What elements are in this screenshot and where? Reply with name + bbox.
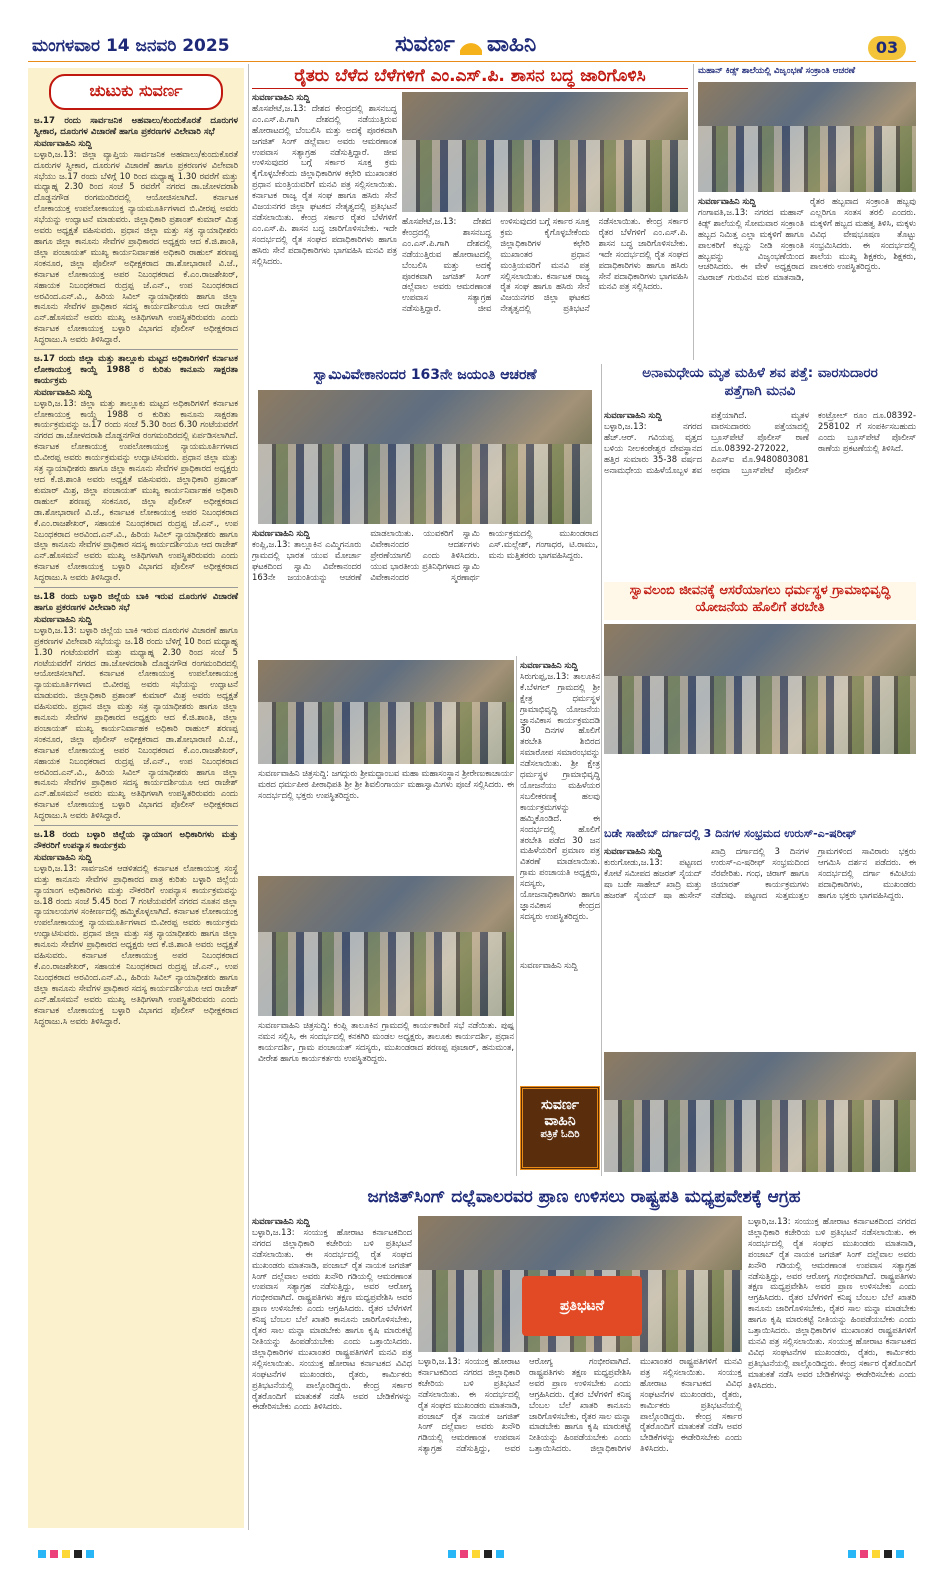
brief-heading: ಜ.17 ರಂದು ಜಿಲ್ಲಾ ಮತ್ತು ತಾಲ್ಲೂಕು ಮಟ್ಟದ ಅಧಿಕಾರಿಗಳಿಗೆ ಕರ್ನಾಟಕ ಲೋಕಾಯುಕ್ತ ಕಾಯ್ದೆ 1988 ರ ಕುರಿತು ಕಾನೂನು ಸಾಕ್ಷರತಾ ಕಾರ್ಯಕ್ರಮ (34, 354, 238, 386)
brief-byline: ಸುವರ್ಣವಾಹಿನಿ ಸುದ್ದಿ (34, 137, 92, 148)
photo-group (258, 390, 592, 524)
article-text-bottom: ಬಳ್ಳಾರಿ,ಜ.13: ಸಂಯುಕ್ತ ಹೋರಾಟ ಕರ್ನಾಟಕದಿಂದ ನಗರದ ಜಿಲ್ಲಾಧಿಕಾರಿ ಕಚೇರಿಯ ಬಳಿ ಪ್ರತಿಭಟನೆ ನಡೆಸಲಾಯಿತು. ಈ ಸಂದರ್ಭದಲ್ಲಿ ರೈತ ಸಂಘದ ಮುಖಂಡರು ಮಾತನಾಡಿ, ಪಂಜಾಬ್ ರೈತ ನಾಯಕ ಜಗಜಿತ್ ಸಿಂಗ್ ದಲ್ಲೆವಾಲ ಅವರು ಖನೌರಿ ಗಡಿಯಲ್ಲಿ ಆಮರಣಾಂತ ಉಪವಾಸ ಸತ್ಯಾಗ್ರಹ ನಡೆಸುತ್ತಿದ್ದು, ಅವರ ಆರೋಗ್ಯ ಗಂಭೀರವಾಗಿದೆ. ರಾಷ್ಟ್ರಪತಿಗಳು ತಕ್ಷಣ ಮಧ್ಯಪ್ರವೇಶಿಸಿ ಅವರ ಪ್ರಾಣ ಉಳಿಸಬೇಕು ಎಂದು ಆಗ್ರಹಿಸಿದರು. ರೈತರ ಬೆಳೆಗಳಿಗೆ ಕನಿಷ್ಠ ಬೆಂಬಲ ಬೆಲೆ ಖಾತರಿ ಕಾನೂನು ಜಾರಿಗೊಳಿಸಬೇಕು, ರೈತರ ಸಾಲ ಮನ್ನಾ ಮಾಡಬೇಕು ಹಾಗೂ ಕೃಷಿ ಮಾರುಕಟ್ಟೆ ನೀತಿಯನ್ನು ಹಿಂಪಡೆಯಬೇಕು ಎಂದು ಒತ್ತಾಯಿಸಿದರು. ಜಿಲ್ಲಾಧಿಕಾರಿಗಳ ಮುಖಾಂತರ ರಾಷ್ಟ್ರಪತಿಗಳಿಗೆ ಮನವಿ ಪತ್ರ ಸಲ್ಲಿಸಲಾಯಿತು. ಸಂಯುಕ್ತ ಹೋರಾಟ ಕರ್ನಾಟಕದ ವಿವಿಧ ಸಂಘಟನೆಗಳ ಮುಖಂಡರು, ರೈತರು, ಕಾರ್ಮಿಕರು ಪ್ರತಿಭಟನೆಯಲ್ಲಿ ಪಾಲ್ಗೊಂಡಿದ್ದರು. ಕೇಂದ್ರ ಸರ್ಕಾರ ರೈತರೊಂದಿಗೆ ಮಾತುಕತೆ ನಡೆಸಿ ಅವರ ಬೇಡಿಕೆಗಳನ್ನು ಈಡೇರಿಸಬೇಕು ಎಂದು ತಿಳಿಸಿದರು. (418, 1356, 742, 1454)
article-unclaimed-body (604, 364, 916, 576)
headline: ರೈತರು ಬೆಳೆದ ಬೆಳೆಗಳಿಗೆ ಎಂ.ಎಸ್.ಪಿ. ಶಾಸನ ಬದ್ಧ ಜಾರಿಗೊಳಿಸಿ (294, 66, 646, 86)
brief-body: ಬಳ್ಳಾರಿ,ಜ.13: ಸಾರ್ವಜನಿಕ ಆಡಳಿತದಲ್ಲಿ ಕರ್ನಾಟಕ ಲೋಕಾಯುಕ್ತ ಸಂಸ್ಥೆ ಮತ್ತು ಕಾನೂನು ಸೇವೆಗಳ ಪ್ರಾಧಿಕಾರದ ಪಾತ್ರ ಕುರಿತು ಬಳ್ಳಾರಿ ಜಿಲ್ಲೆಯ ನ್ಯಾಯಾಂಗ ಅಧಿಕಾರಿಗಳು ಮತ್ತು ನೌಕರರಿಗೆ ಉಪನ್ಯಾಸ ಕಾರ್ಯಕ್ರಮವನ್ನು ಜ.18 ರಂದು ಸಂಜೆ 5.45 ರಿಂದ 7 ಗಂಟೆಯವರೆಗೆ ನಗರದ ನೂತನ ಜಿಲ್ಲಾ ನ್ಯಾಯಾಲಯಗಳ ಸಂಕೀರ್ಣದಲ್ಲಿ ಹಮ್ಮಿಕೊಳ್ಳಲಾಗಿದೆ. ಕರ್ನಾಟಕ ಲೋಕಾಯುಕ್ತ ಉಪಲೋಕಾಯುಕ್ತ ನ್ಯಾಯಮೂರ್ತಿಗಳಾದ ಬಿ.ವೀರಪ್ಪ ಅವರು ಕಾರ್ಯಕ್ರಮ ಉದ್ಘಾಟಿಸುವರು. ಪ್ರಧಾನ ಜಿಲ್ಲಾ ಮತ್ತು ಸತ್ರ ನ್ಯಾಯಾಧೀಶರು ಹಾಗೂ ಜಿಲ್ಲಾ ಕಾನೂನು ಸೇವೆಗಳ ಪ್ರಾಧಿಕಾರದ ಅಧ್ಯಕ್ಷರು ಆದ ಕೆ.ಜಿ.ಶಾಂತಿ ಅವರು ಅಧ್ಯಕ್ಷತೆ ವಹಿಸುವರು. ಕರ್ನಾಟಕ ಲೋಕಾಯುಕ್ತ ಅಪರ ನಿಬಂಧಕರಾದ ಕೆ.ಎಂ.ರಾಜಶೇಖರ್, ಸಹಾಯಕ ನಿಬಂಧಕರಾದ ರುದ್ರಪ್ಪ ಜೆ.ಎನ್., ಉಪ ನಿಬಂಧಕರಾದ ಅರವಿಂದ.ಎನ್.ವಿ., ಹಿರಿಯ ಸಿವಿಲ್ ನ್ಯಾಯಾಧೀಶರು ಹಾಗೂ ಜಿಲ್ಲಾ ಕಾನೂನು ಸೇವೆಗಳ ಪ್ರಾಧಿಕಾರ ಸದಸ್ಯ ಕಾರ್ಯದರ್ಶಿಯೂ ಆದ ರಾಜೇಶ್ ಎನ್.ಹೊಸಮನೆ ಅವರು ಮುಖ್ಯ ಅತಿಥಿಗಳಾಗಿ ಉಪಸ್ಥಿತರಿರುವರು ಎಂದು ಕರ್ನಾಟಕ ಲೋಕಾಯುಕ್ತ ಬಳ್ಳಾರಿ ವಿಭಾಗದ ಪೊಲೀಸ್ ಅಧೀಕ್ಷಕರಾದ ಸಿದ್ಧರಾಜು.ಸಿ ಅವರು ತಿಳಿಸಿದ್ದಾರೆ. (34, 862, 238, 1026)
brief-body: ಬಳ್ಳಾರಿ,ಜ.13: ಬಳ್ಳಾರಿ ಜಿಲ್ಲೆಯ ಬಾಕಿ ಇರುವ ದೂರುಗಳ ವಿಚಾರಣೆ ಹಾಗೂ ಪ್ರಕರಣಗಳ ವಿಲೇವಾರಿ ಸಭೆಯನ್ನು ಜ.18 ರಂದು ಬೆಳಿಗ್ಗೆ 10 ರಿಂದ ಮಧ್ಯಾಹ್ನ 1.30 ಗಂಟೆಯವರೆಗೆ ಮತ್ತು ಮಧ್ಯಾಹ್ನ 2.30 ರಿಂದ ಸಂಜೆ 5 ಗಂಟೆಯವರೆಗೆ ನಗರದ ಡಾ.ಜೋಳದರಾಶಿ ದೊಡ್ಡನಗೌಡ ರಂಗಮಂದಿರದಲ್ಲಿ ಆಯೋಜಿಸಲಾಗಿದೆ. ಕರ್ನಾಟಕ ಲೋಕಾಯುಕ್ತ ಉಪಲೋಕಾಯುಕ್ತ ನ್ಯಾಯಮೂರ್ತಿಗಳಾದ ಬಿ.ವೀರಪ್ಪ ಅವರು ಸಭೆಯನ್ನು ಉದ್ಘಾಟನೆ ಮಾಡುವರು. ಜಿಲ್ಲಾಧಿಕಾರಿ ಪ್ರಶಾಂತ್ ಕುಮಾರ್ ಮಿಶ್ರ ಅವರು ಅಧ್ಯಕ್ಷತೆ ವಹಿಸುವರು. ಪ್ರಧಾನ ಜಿಲ್ಲಾ ಮತ್ತು ಸತ್ರ ನ್ಯಾಯಾಧೀಶರು ಹಾಗೂ ಜಿಲ್ಲಾ ಕಾನೂನು ಸೇವೆಗಳ ಪ್ರಾಧಿಕಾರದ ಅಧ್ಯಕ್ಷರು ಆದ ಕೆ.ಜಿ.ಶಾಂತಿ, ಜಿಲ್ಲಾ ಪಂಚಾಯತ್ ಮುಖ್ಯ ಕಾರ್ಯನಿರ್ವಾಹಕ ಅಧಿಕಾರಿ ರಾಹುಲ್ ಶರಣಪ್ಪ ಸಂಕನೂರ, ಜಿಲ್ಲಾ ಪೊಲೀಸ್ ಅಧೀಕ್ಷಕರಾದ ಡಾ.ಶೋಭಾರಾಣಿ ವಿ.ಜೆ., ಕರ್ನಾಟಕ ಲೋಕಾಯುಕ್ತ ಅಪರ ನಿಬಂಧಕರಾದ ಕೆ.ಎಂ.ರಾಜಶೇಖರ್, ಸಹಾಯಕ ನಿಬಂಧಕರಾದ ರುದ್ರಪ್ಪ ಜೆ.ಎನ್., ಉಪ ನಿಬಂಧಕರಾದ ಅರವಿಂದ.ಎನ್.ವಿ., ಹಿರಿಯ ಸಿವಿಲ್ ನ್ಯಾಯಾಧೀಶರು ಹಾಗೂ ಜಿಲ್ಲಾ ಕಾನೂನು ಸೇವೆಗಳ ಪ್ರಾಧಿಕಾರ ಸದಸ್ಯ ಕಾರ್ಯದರ್ಶಿಯೂ ಆದ ರಾಜೇಶ್ ಎನ್.ಹೊಸಮನೆ ಅವರು ಮುಖ್ಯ ಅತಿಥಿಗಳಾಗಿ ಉಪಸ್ಥಿತರಿರುವರು ಎಂದು ಕರ್ನಾಟಕ ಲೋಕಾಯುಕ್ತ ಬಳ್ಳಾರಿ ವಿಭಾಗದ ಪೊಲೀಸ್ ಅಧೀಕ್ಷಕರಾದ ಸಿದ್ಧರಾಜು.ಸಿ ಅವರು ತಿಳಿಸಿದ್ದಾರೆ. (34, 624, 238, 821)
article-text: ಸುವರ್ಣವಾಹಿನಿ ಸುದ್ದಿ ಕಂಪ್ಲಿ,ಜ.13: ತಾಲ್ಲೂಕಿನ ಎಮ್ಮಿಗನೂರು ಗ್ರಾಮದಲ್ಲಿ ಭಾರತ ಯುವ ಮೋರ್ಚಾ ಘಟಕದಿಂದ ಸ್ವಾಮಿ ವಿವೇಕಾನಂದರ 163ನೇ ಜಯಂತಿಯನ್ನು ಆಚರಣೆ ಮಾಡಲಾಯಿತು. ಯುವಕರಿಗೆ ಸ್ವಾಮಿ ವಿವೇಕಾನಂದರ ಆದರ್ಶಗಳು ಪ್ರೇರಣೆಯಾಗಲಿ ಎಂದು ತಿಳಿಸಿದರು. ಯುವ ಭಾರತೀಯ ಪ್ರತಿನಿಧಿಗಳಾದ ಸ್ವಾಮಿ ವಿವೇಕಾನಂದರ ಸ್ಮರಣಾರ್ಥ ಕಾರ್ಯಕ್ರಮದಲ್ಲಿ ಮುಖಂಡರಾದ ಎಸ್.ಮಲ್ಲೇಶ್, ಗಂಗಾಧರ, ಟಿ.ರಾಮು, ಮನು ಮತ್ತಿತರರು ಭಾಗವಹಿಸಿದ್ದರು. (252, 528, 598, 582)
column-rule (693, 64, 694, 360)
sidebar-briefs (28, 68, 244, 1528)
caption: ಸುವರ್ಣವಾಹಿನಿ ಚಿತ್ರಸುದ್ದಿ: ಜಗದ್ಗುರು ಶ್ರೀಮದ್ಜಾಂಬವ ಮಹಾ ಮಹಾಸಂಸ್ಥಾನ ಶ್ರೀರೇಣುಕಾಚಾರ್ಯ ಮಠದ ಧರ್ಮಪೀಠ ಪೀಠಾಧಿಪತಿ ಶ್ರೀ ಶ್ರೀ ಶಿವಲಿಂಗಾರ್ಯ ಮಹಾಸ್ವಾಮಿಗಳು ಪೂಜೆ ಸಲ್ಲಿಸಿದರು. ಈ ಸಂದರ್ಭದಲ್ಲಿ ಭಕ್ತರು ಉಪಸ್ಥಿತರಿದ್ದರು. (258, 768, 514, 800)
article-dargah (604, 826, 916, 1174)
brief-item (34, 592, 238, 821)
article-text-left: ಸುವರ್ಣವಾಹಿನಿ ಸುದ್ದಿ ಬಳ್ಳಾರಿ,ಜ.13: ಸಂಯುಕ್ತ ಹೋರಾಟ ಕರ್ನಾಟಕದಿಂದ ನಗರದ ಜಿಲ್ಲಾಧಿಕಾರಿ ಕಚೇರಿಯ ಬಳಿ ಪ್ರತಿಭಟನೆ ನಡೆಸಲಾಯಿತು. ಈ ಸಂದರ್ಭದಲ್ಲಿ ರೈತ ಸಂಘದ ಮುಖಂಡರು ಮಾತನಾಡಿ, ಪಂಜಾಬ್ ರೈತ ನಾಯಕ ಜಗಜಿತ್ ಸಿಂಗ್ ದಲ್ಲೆವಾಲ ಅವರು ಖನೌರಿ ಗಡಿಯಲ್ಲಿ ಆಮರಣಾಂತ ಉಪವಾಸ ಸತ್ಯಾಗ್ರಹ ನಡೆಸುತ್ತಿದ್ದು, ಅವರ ಆರೋಗ್ಯ ಗಂಭೀರವಾಗಿದೆ. ರಾಷ್ಟ್ರಪತಿಗಳು ತಕ್ಷಣ ಮಧ್ಯಪ್ರವೇಶಿಸಿ ಅವರ ಪ್ರಾಣ ಉಳಿಸಬೇಕು ಎಂದು ಆಗ್ರಹಿಸಿದರು. ರೈತರ ಬೆಳೆಗಳಿಗೆ ಕನಿಷ್ಠ ಬೆಂಬಲ ಬೆಲೆ ಖಾತರಿ ಕಾನೂನು ಜಾರಿಗೊಳಿಸಬೇಕು, ರೈತರ ಸಾಲ ಮನ್ನಾ ಮಾಡಬೇಕು ಹಾಗೂ ಕೃಷಿ ಮಾರುಕಟ್ಟೆ ನೀತಿಯನ್ನು ಹಿಂಪಡೆಯಬೇಕು ಎಂದು ಒತ್ತಾಯಿಸಿದರು. ಜಿಲ್ಲಾಧಿಕಾರಿಗಳ ಮುಖಾಂತರ ರಾಷ್ಟ್ರಪತಿಗಳಿಗೆ ಮನವಿ ಪತ್ರ ಸಲ್ಲಿಸಲಾಯಿತು. ಸಂಯುಕ್ತ ಹೋರಾಟ ಕರ್ನಾಟಕದ ವಿವಿಧ ಸಂಘಟನೆಗಳ ಮುಖಂಡರು, ರೈತರು, ಕಾರ್ಮಿಕರು ಪ್ರತಿಭಟನೆಯಲ್ಲಿ ಪಾಲ್ಗೊಂಡಿದ್ದರು. ಕೇಂದ್ರ ಸರ್ಕಾರ ರೈತರೊಂದಿಗೆ ಮಾತುಕತೆ ನಡೆಸಿ ಅವರ ಬೇಡಿಕೆಗಳನ್ನು ಈಡೇರಿಸಬೇಕು ಎಂದು ತಿಳಿಸಿದರು. (252, 1216, 412, 1412)
sidebar-title: ಚುಟುಕು ಸುವರ್ಣ (49, 74, 223, 110)
paper-name-part2: ವಾಹಿನಿ (486, 32, 537, 57)
article-dharmasthala-text: ಸುವರ್ಣವಾಹಿನಿ ಸುದ್ದಿ ಸಿರುಗುಪ್ಪ,ಜ.13: ತಾಲೂಕಿನ ಕೆ.ಬೆಳಗಲ್ ಗ್ರಾಮದಲ್ಲಿ ಶ್ರೀ ಕ್ಷೇತ್ರ ಧರ್ಮಸ್ಥಳ ಗ್ರಾಮಾಭಿವೃದ್ಧಿ ಯೋಜನೆಯ ಜ್ಞಾನವಿಕಾಸ ಕಾರ್ಯಕ್ರಮದಡಿ 30 ದಿನಗಳ ಹೊಲಿಗೆ ತರಬೇತಿ ಶಿಬಿರದ ಸಮಾರೋಪ ಸಮಾರಂಭವನ್ನು ನಡೆಸಲಾಯಿತು. ಶ್ರೀ ಕ್ಷೇತ್ರ ಧರ್ಮಸ್ಥಳ ಗ್ರಾಮಾಭಿವೃದ್ಧಿ ಯೋಜನೆಯು ಮಹಿಳೆಯರ ಸಬಲೀಕರಣಕ್ಕೆ ಹಲವು ಕಾರ್ಯಕ್ರಮಗಳನ್ನು ಹಮ್ಮಿಕೊಂಡಿದೆ. ಈ ಸಂದರ್ಭದಲ್ಲಿ ಹೊಲಿಗೆ ತರಬೇತಿ ಪಡೆದ 30 ಜನ ಮಹಿಳೆಯರಿಗೆ ಪ್ರಮಾಣ ಪತ್ರ ವಿತರಣೆ ಮಾಡಲಾಯಿತು. ಗ್ರಾಮ ಪಂಚಾಯತಿ ಅಧ್ಯಕ್ಷರು, ಸದಸ್ಯರು, ಯೋಜನಾಧಿಕಾರಿಗಳು ಹಾಗೂ ಜ್ಞಾನವಿಕಾಸ ಕೇಂದ್ರದ ಸದಸ್ಯರು ಉಪಸ್ಥಿತರಿದ್ದರು. (520, 660, 600, 921)
headline: ಸ್ವಾವಲಂಬಿ ಜೀವನಕ್ಕೆ ಆಸರೆಯಾಗಲು ಧರ್ಮಸ್ಥಳ ಗ್ರಾಮಾಭಿವೃದ್ಧಿ ಯೋಜನೆಯ ಹೊಲಿಗೆ ತರಬೇತಿ (604, 582, 916, 620)
masthead (0, 0, 945, 62)
photo-tailoring (604, 624, 916, 754)
article-text-right: ಬಳ್ಳಾರಿ,ಜ.13: ಸಂಯುಕ್ತ ಹೋರಾಟ ಕರ್ನಾಟಕದಿಂದ ನಗರದ ಜಿಲ್ಲಾಧಿಕಾರಿ ಕಚೇರಿಯ ಬಳಿ ಪ್ರತಿಭಟನೆ ನಡೆಸಲಾಯಿತು. ಈ ಸಂದರ್ಭದಲ್ಲಿ ರೈತ ಸಂಘದ ಮುಖಂಡರು ಮಾತನಾಡಿ, ಪಂಜಾಬ್ ರೈತ ನಾಯಕ ಜಗಜಿತ್ ಸಿಂಗ್ ದಲ್ಲೆವಾಲ ಅವರು ಖನೌರಿ ಗಡಿಯಲ್ಲಿ ಆಮರಣಾಂತ ಉಪವಾಸ ಸತ್ಯಾಗ್ರಹ ನಡೆಸುತ್ತಿದ್ದು, ಅವರ ಆರೋಗ್ಯ ಗಂಭೀರವಾಗಿದೆ. ರಾಷ್ಟ್ರಪತಿಗಳು ತಕ್ಷಣ ಮಧ್ಯಪ್ರವೇಶಿಸಿ ಅವರ ಪ್ರಾಣ ಉಳಿಸಬೇಕು ಎಂದು ಆಗ್ರಹಿಸಿದರು. ರೈತರ ಬೆಳೆಗಳಿಗೆ ಕನಿಷ್ಠ ಬೆಂಬಲ ಬೆಲೆ ಖಾತರಿ ಕಾನೂನು ಜಾರಿಗೊಳಿಸಬೇಕು, ರೈತರ ಸಾಲ ಮನ್ನಾ ಮಾಡಬೇಕು ಹಾಗೂ ಕೃಷಿ ಮಾರುಕಟ್ಟೆ ನೀತಿಯನ್ನು ಹಿಂಪಡೆಯಬೇಕು ಎಂದು ಒತ್ತಾಯಿಸಿದರು. ಜಿಲ್ಲಾಧಿಕಾರಿಗಳ ಮುಖಾಂತರ ರಾಷ್ಟ್ರಪತಿಗಳಿಗೆ ಮನವಿ ಪತ್ರ ಸಲ್ಲಿಸಲಾಯಿತು. ಸಂಯುಕ್ತ ಹೋರಾಟ ಕರ್ನಾಟಕದ ವಿವಿಧ ಸಂಘಟನೆಗಳ ಮುಖಂಡರು, ರೈತರು, ಕಾರ್ಮಿಕರು ಪ್ರತಿಭಟನೆಯಲ್ಲಿ ಪಾಲ್ಗೊಂಡಿದ್ದರು. ಕೇಂದ್ರ ಸರ್ಕಾರ ರೈತರೊಂದಿಗೆ ಮಾತುಕತೆ ನಡೆಸಿ ಅವರ ಬೇಡಿಕೆಗಳನ್ನು ಈಡೇರಿಸಬೇಕು ಎಂದು ತಿಳಿಸಿದರು. (748, 1216, 916, 1390)
page-number: 03 (868, 36, 906, 60)
headline: ಮಹಾನ್ ಕಿಡ್ಸ್ ಶಾಲೆಯಲ್ಲಿ ವಿಜೃಂಭಣೆ ಸಂಕ್ರಾಂತಿ ಆಚರಣೆ (698, 66, 856, 76)
column-rule (601, 364, 602, 1176)
paper-logo (395, 32, 536, 60)
brief-byline: ಸುವರ್ಣವಾಹಿನಿ ಸುದ್ದಿ (34, 851, 92, 862)
photo-story-tribute (258, 876, 514, 1172)
article-text-col1: ಸುವರ್ಣವಾಹಿನಿ ಸುದ್ದಿ ಹೊಸಪೇಟೆ,ಜ.13: ದೇಶದ ಕೇಂದ್ರದಲ್ಲಿ ಶಾಸನಬದ್ಧ ಎಂ.ಎಸ್.ಪಿ.ಗಾಗಿ ದೇಶದಲ್ಲಿ ನಡೆಯುತ್ತಿರುವ ಹೋರಾಟದಲ್ಲಿ ಬೆಂಬಲಿಸಿ ಮತ್ತು ಅದಕ್ಕೆ ಪೂರಕವಾಗಿ ಜಗಜಿತ್ ಸಿಂಗ್ ಡಲ್ಲೆವಾಲ ಅವರು ಆಮರಣಾಂತ ಉಪವಾಸ ಸತ್ಯಾಗ್ರಹ ನಡೆಸುತ್ತಿದ್ದಾರೆ. ಜೀವ ಉಳಿಸುವುದರ ಬಗ್ಗೆ ಸರ್ಕಾರ ಸೂಕ್ತ ಕ್ರಮ ಕೈಗೊಳ್ಳಬೇಕೆಂದು ಜಿಲ್ಲಾಧಿಕಾರಿಗಳ ಕಛೇರಿ ಮುಖಾಂತರ ಪ್ರಧಾನ ಮಂತ್ರಿಯವರಿಗೆ ಮನವಿ ಪತ್ರ ಸಲ್ಲಿಸಲಾಯಿತು. ಕರ್ನಾಟಕ ರಾಜ್ಯ ರೈತ ಸಂಘ ಹಾಗೂ ಹಸಿರು ಸೇನೆ ವಿಜಯನಗರ ಜಿಲ್ಲಾ ಘಟಕದ ನೇತೃತ್ವದಲ್ಲಿ ಪ್ರತಿಭಟನೆ ನಡೆಸಲಾಯಿತು. ಕೇಂದ್ರ ಸರ್ಕಾರ ರೈತರ ಬೆಳೆಗಳಿಗೆ ಎಂ.ಎಸ್.ಪಿ. ಶಾಸನ ಬದ್ಧ ಜಾರಿಗೊಳಿಸಬೇಕು. ಇದೇ ಸಂದರ್ಭದಲ್ಲಿ ರೈತ ಸಂಘದ ಪದಾಧಿಕಾರಿಗಳು ಹಾಗೂ ಹಸಿರು ಸೇನೆ ಪದಾಧಿಕಾರಿಗಳು ಭಾಗವಹಿಸಿ ಮನವಿ ಪತ್ರ ಸಲ್ಲಿಸಿದರು. (252, 92, 397, 266)
registration-marks (28, 1548, 916, 1560)
headline: ಸ್ವಾಮಿವಿವೇಕಾನಂದರ 163ನೇ ಜಯಂತಿ ಆಚರಣೆ (313, 367, 537, 383)
article-text-cols: ಹೊಸಪೇಟೆ,ಜ.13: ದೇಶದ ಕೇಂದ್ರದಲ್ಲಿ ಶಾಸನಬದ್ಧ ಎಂ.ಎಸ್.ಪಿ.ಗಾಗಿ ದೇಶದಲ್ಲಿ ನಡೆಯುತ್ತಿರುವ ಹೋರಾಟದಲ್ಲಿ ಬೆಂಬಲಿಸಿ ಮತ್ತು ಅದಕ್ಕೆ ಪೂರಕವಾಗಿ ಜಗಜಿತ್ ಸಿಂಗ್ ಡಲ್ಲೆವಾಲ ಅವರು ಆಮರಣಾಂತ ಉಪವಾಸ ಸತ್ಯಾಗ್ರಹ ನಡೆಸುತ್ತಿದ್ದಾರೆ. ಜೀವ ಉಳಿಸುವುದರ ಬಗ್ಗೆ ಸರ್ಕಾರ ಸೂಕ್ತ ಕ್ರಮ ಕೈಗೊಳ್ಳಬೇಕೆಂದು ಜಿಲ್ಲಾಧಿಕಾರಿಗಳ ಕಛೇರಿ ಮುಖಾಂತರ ಪ್ರಧಾನ ಮಂತ್ರಿಯವರಿಗೆ ಮನವಿ ಪತ್ರ ಸಲ್ಲಿಸಲಾಯಿತು. ಕರ್ನಾಟಕ ರಾಜ್ಯ ರೈತ ಸಂಘ ಹಾಗೂ ಹಸಿರು ಸೇನೆ ವಿಜಯನಗರ ಜಿಲ್ಲಾ ಘಟಕದ ನೇತೃತ್ವದಲ್ಲಿ ಪ್ರತಿಭಟನೆ ನಡೆಸಲಾಯಿತು. ಕೇಂದ್ರ ಸರ್ಕಾರ ರೈತರ ಬೆಳೆಗಳಿಗೆ ಎಂ.ಎಸ್.ಪಿ. ಶಾಸನ ಬದ್ಧ ಜಾರಿಗೊಳಿಸಬೇಕು. ಇದೇ ಸಂದರ್ಭದಲ್ಲಿ ರೈತ ಸಂಘದ ಪದಾಧಿಕಾರಿಗಳು ಹಾಗೂ ಹಸಿರು ಸೇನೆ ಪದಾಧಿಕಾರಿಗಳು ಭಾಗವಹಿಸಿ ಮನವಿ ಪತ್ರ ಸಲ್ಲಿಸಿದರು. (402, 216, 688, 314)
photo-dargah (604, 1052, 916, 1172)
headline-rule (252, 88, 688, 89)
article-sankranti-school (698, 64, 916, 360)
brief-item (34, 830, 238, 1026)
brief-divider (34, 825, 238, 826)
article-text: ಸುವರ್ಣವಾಹಿನಿ ಸುದ್ದಿ ಕುರುಗೋಡು,ಜ.13: ಪಟ್ಟಣದ ಕೋಟೆ ಸಮೀಪದ ಹಜರತ್ ಸೈಯದ್ ಷಾ ಬಡೇ ಸಾಹೇಬ್ ಖಾದ್ರಿ ಮತ್ತು ಹಜರತ್ ಸೈಯದ್ ಷಾ ಹುಸೇನ್ ಖಾದ್ರಿ ದರ್ಗಾದಲ್ಲಿ 3 ದಿನಗಳ ಉರುಸ್-ಎ-ಷರೀಫ್ ಸಂಭ್ರಮದಿಂದ ನೆರವೇರಿತು. ಗಂಧ, ಚಿರಾಗ್ ಹಾಗೂ ಜಿಯಾರತ್ ಕಾರ್ಯಕ್ರಮಗಳು ನಡೆದವು. ಪಟ್ಟಣದ ಸುತ್ತಮುತ್ತಲ ಗ್ರಾಮಗಳಿಂದ ಸಾವಿರಾರು ಭಕ್ತರು ಆಗಮಿಸಿ ದರ್ಶನ ಪಡೆದರು. ಈ ಸಂದರ್ಭದಲ್ಲಿ ದರ್ಗಾ ಕಮಿಟಿಯ ಪದಾಧಿಕಾರಿಗಳು, ಮುಖಂಡರು ಹಾಗೂ ಭಕ್ತರು ಭಾಗವಹಿಸಿದ್ದರು. (604, 846, 916, 900)
column-rule (248, 64, 249, 1530)
headline: ಬಡೇ ಸಾಹೇಬ್ ದರ್ಗಾದಲ್ಲಿ 3 ದಿನಗಳ ಸಂಭ್ರಮದ ಉರುಸ್-ಎ-ಷರೀಫ್ (604, 827, 857, 840)
advert-read-paper: ಸುವರ್ಣ ವಾಹಿನಿ ಪತ್ರಿಕೆ ಓದಿರಿ (520, 1086, 600, 1170)
photo-memorandum (402, 92, 688, 212)
brief-heading: ಜ.18 ರಂದು ಬಳ್ಳಾರಿ ಜಿಲ್ಲೆಯ ಬಾಕಿ ಇರುವ ದೂರುಗಳ ವಿಚಾರಣೆ ಹಾಗೂ ಪ್ರಕರಣಗಳ ವಿಲೇವಾರಿ ಸಭೆ (34, 592, 238, 613)
column-rule (516, 656, 517, 1176)
headline: ಜಗಜಿತ್‌ಸಿಂಗ್ ದಲ್ಲೆವಾಲರವರ ಪ್ರಾಣ ಉಳಿಸಲು ರಾಷ್ಟ್ರಪತಿ ಮಧ್ಯಪ್ರವೇಶಕ್ಕೆ ಆಗ್ರಹ (367, 1187, 801, 1207)
brief-heading: ಜ.18 ರಂದು ಬಳ್ಳಾರಿ ಜಿಲ್ಲೆಯ ನ್ಯಾಯಾಂಗ ಅಧಿಕಾರಿಗಳು ಮತ್ತು ನೌಕರರಿಗೆ ಉಪನ್ಯಾಸ ಕಾರ್ಯಕ್ರಮ (34, 830, 238, 851)
article-dharmasthala (604, 582, 916, 812)
paper-name-part1: ಸುವರ್ಣ (395, 32, 455, 57)
logo-sun-icon (460, 39, 482, 55)
issue-date: ಮಂಗಳವಾರ 14 ಜನವರಿ 2025 (32, 36, 230, 56)
brief-heading: ಜ.17 ರಂದು ಸಾರ್ವಜನಿಕ ಅಹವಾಲು/ಕುಂದುಕೊರತೆ ದೂರುಗಳ ಸ್ವೀಕಾರ, ದೂರುಗಳ ವಿಚಾರಣೆ ಹಾಗೂ ಪ್ರಕರಣಗಳ ವಿಲೇವಾರಿ ಸಭೆ (34, 116, 238, 137)
brief-item (34, 116, 238, 345)
brief-byline: ಸುವರ್ಣವಾಹಿನಿ ಸುದ್ದಿ (34, 613, 92, 624)
masthead-rule (28, 61, 916, 62)
article-text: ಸುವರ್ಣವಾಹಿನಿ ಸುದ್ದಿ ಗಂಗಾವತಿ,ಜ.13: ನಗರದ ಮಹಾನ್ ಕಿಡ್ಸ್ ಶಾಲೆಯಲ್ಲಿ ಸೋಮವಾರ ಸಂಕ್ರಾಂತಿ ಹಬ್ಬದ ನಿಮಿತ್ತ ಎಲ್ಲಾ ಮಕ್ಕಳಿಗೆ ಹಾಗೂ ಪಾಲಕರಿಗೆ ಕಬ್ಬನ್ನು ನೀಡಿ ಸಂಕ್ರಾಂತಿ ಹಬ್ಬವನ್ನು ವಿಜೃಂಭಣೆಯಿಂದ ಆಚರಿಸಿದರು. ಈ ವೇಳೆ ಅಧ್ಯಕ್ಷರಾದ ನಟರಾಜ್ ಗುರುವಿನ ಮಠ ಮಾತನಾಡಿ, ರೈತರ ಹಬ್ಬವಾದ ಸಂಕ್ರಾಂತಿ ಹಬ್ಬವು ಎಲ್ಲರಿಗೂ ಸಂತಸ ತರಲಿ ಎಂದರು. ಮಕ್ಕಳಿಗೆ ಹಬ್ಬದ ಮಹತ್ವ ತಿಳಿಸಿ, ಮಕ್ಕಳು ವಿವಿಧ ವೇಷಭೂಷಣ ತೊಟ್ಟು ಸಂಭ್ರಮಿಸಿದರು. ಈ ಸಂದರ್ಭದಲ್ಲಿ ಶಾಲೆಯ ಮುಖ್ಯ ಶಿಕ್ಷಕರು, ಶಿಕ್ಷಕರು, ಪಾಲಕರು ಉಪಸ್ಥಿತರಿದ್ದರು. (698, 196, 916, 283)
brief-divider (34, 587, 238, 588)
brief-body: ಬಳ್ಳಾರಿ,ಜ.13: ಜಿಲ್ಲಾ ವ್ಯಾಪ್ತಿಯ ಸಾರ್ವಜನಿಕ ಅಹವಾಲು/ಕುಂದುಕೊರತೆ ದೂರುಗಳ ಸ್ವೀಕಾರ, ದೂರುಗಳ ವಿಚಾರಣೆ ಹಾಗೂ ಪ್ರಕರಣಗಳ ವಿಲೇವಾರಿ ಸಭೆಯು ಜ.17 ರಂದು ಬೆಳಿಗ್ಗೆ 10 ರಿಂದ ಮಧ್ಯಾಹ್ನ 1.30 ರವರೆಗೆ ಮತ್ತು ಮಧ್ಯಾಹ್ನ 2.30 ರಿಂದ ಸಂಜೆ 5 ರವರೆಗೆ ನಗರದ ಡಾ.ಜೋಳದರಾಶಿ ದೊಡ್ಡನಗೌಡ ರಂಗಮಂದಿರದಲ್ಲಿ ಆಯೋಜಿಸಲಾಗಿದೆ. ಕರ್ನಾಟಕ ಲೋಕಾಯುಕ್ತ ಉಪಲೋಕಾಯುಕ್ತ ನ್ಯಾಯಮೂರ್ತಿಗಳಾದ ಬಿ.ವೀರಪ್ಪ ಅವರು ಸಭೆಯನ್ನು ಉದ್ಘಾಟನೆ ಮಾಡುವರು. ಜಿಲ್ಲಾಧಿಕಾರಿ ಪ್ರಶಾಂತ್ ಕುಮಾರ್ ಮಿಶ್ರ ಅವರು ಅಧ್ಯಕ್ಷತೆ ವಹಿಸುವರು. ಪ್ರಧಾನ ಜಿಲ್ಲಾ ಮತ್ತು ಸತ್ರ ನ್ಯಾಯಾಧೀಶರು ಹಾಗೂ ಜಿಲ್ಲಾ ಕಾನೂನು ಸೇವೆಗಳ ಪ್ರಾಧಿಕಾರದ ಅಧ್ಯಕ್ಷರು ಆದ ಕೆ.ಜಿ.ಶಾಂತಿ, ಜಿಲ್ಲಾ ಪಂಚಾಯತ್ ಮುಖ್ಯ ಕಾರ್ಯನಿರ್ವಾಹಕ ಅಧಿಕಾರಿ ರಾಹುಲ್ ಶರಣಪ್ಪ ಸಂಕನೂರ, ಜಿಲ್ಲಾ ಪೊಲೀಸ್ ಅಧೀಕ್ಷಕರಾದ ಡಾ.ಶೋಭಾರಾಣಿ ವಿ.ಜೆ., ಕರ್ನಾಟಕ ಲೋಕಾಯುಕ್ತ ಅಪರ ನಿಬಂಧಕರಾದ ಕೆ.ಎಂ.ರಾಜಶೇಖರ್, ಸಹಾಯಕ ನಿಬಂಧಕರಾದ ರುದ್ರಪ್ಪ ಜೆ.ಎನ್., ಉಪ ನಿಬಂಧಕರಾದ ಅರವಿಂದ.ಎನ್.ವಿ., ಹಿರಿಯ ಸಿವಿಲ್ ನ್ಯಾಯಾಧೀಶರು ಹಾಗೂ ಜಿಲ್ಲಾ ಕಾನೂನು ಸೇವೆಗಳ ಪ್ರಾಧಿಕಾರ ಸದಸ್ಯ ಕಾರ್ಯದರ್ಶಿಯೂ ಆದ ರಾಜೇಶ್ ಎನ್.ಹೊಸಮನೆ ಅವರು ಮುಖ್ಯ ಅತಿಥಿಗಳಾಗಿ ಉಪಸ್ಥಿತರಿರುವರು ಎಂದು ಕರ್ನಾಟಕ ಲೋಕಾಯುಕ್ತ ಬಳ್ಳಾರಿ ವಿಭಾಗದ ಪೊಲೀಸ್ ಅಧೀಕ್ಷಕರಾದ ಸಿದ್ಧರಾಜು.ಸಿ ಅವರು ತಿಳಿಸಿದ್ದಾರೆ. (34, 148, 238, 345)
photo-story-swamiji (258, 660, 514, 870)
photo-children (698, 82, 916, 192)
photo-protest (418, 1216, 742, 1352)
photo-tribute (258, 876, 514, 1016)
protest-banner: ಪ್ರತಿಭಟನೆ (522, 1276, 642, 1336)
brief-byline: ಸುವರ್ಣವಾಹಿನಿ ಸುದ್ದಿ (34, 386, 92, 397)
article-dharmasthala-cont: ಸುವರ್ಣವಾಹಿನಿ ಸುದ್ದಿ (520, 960, 578, 970)
brief-divider (34, 349, 238, 350)
headline: ಅನಾಮಧೇಯ ಮೃತ ಮಹಿಳೆ ಶವ ಪತ್ತೆ: ವಾರಸುದಾರರ ಪತ್ತೆಗಾಗಿ ಮನವಿ (642, 365, 878, 399)
brief-item (34, 354, 238, 583)
brief-body: ಬಳ್ಳಾರಿ,ಜ.13: ಜಿಲ್ಲಾ ಮತ್ತು ತಾಲ್ಲೂಕು ಮಟ್ಟದ ಅಧಿಕಾರಿಗಳಿಗೆ ಕರ್ನಾಟಕ ಲೋಕಾಯುಕ್ತ ಕಾಯ್ದೆ 1988 ರ ಕುರಿತು ಕಾನೂನು ಸಾಕ್ಷರತಾ ಕಾರ್ಯಕ್ರಮವನ್ನು ಜ.17 ರಂದು ಸಂಜೆ 5.30 ರಿಂದ 6.30 ಗಂಟೆಯವರೆಗೆ ನಗರದ ಡಾ.ಜೋಳದರಾಶಿ ದೊಡ್ಡನಗೌಡ ರಂಗಮಂದಿರದಲ್ಲಿ ಏರ್ಪಡಿಸಲಾಗಿದೆ. ಕರ್ನಾಟಕ ಲೋಕಾಯುಕ್ತ ಉಪಲೋಕಾಯುಕ್ತ ನ್ಯಾಯಮೂರ್ತಿಗಳಾದ ಬಿ.ವೀರಪ್ಪ ಅವರು ಕಾರ್ಯಕ್ರಮವನ್ನು ಉದ್ಘಾಟಿಸುವರು. ಪ್ರಧಾನ ಜಿಲ್ಲಾ ಮತ್ತು ಸತ್ರ ನ್ಯಾಯಾಧೀಶರು ಹಾಗೂ ಜಿಲ್ಲಾ ಕಾನೂನು ಸೇವೆಗಳ ಪ್ರಾಧಿಕಾರದ ಅಧ್ಯಕ್ಷರು ಆದ ಕೆ.ಜಿ.ಶಾಂತಿ ಅವರು ಅಧ್ಯಕ್ಷತೆ ವಹಿಸುವರು. ಜಿಲ್ಲಾಧಿಕಾರಿ ಪ್ರಶಾಂತ್ ಕುಮಾರ್ ಮಿಶ್ರ, ಜಿಲ್ಲಾ ಪಂಚಾಯತ್ ಮುಖ್ಯ ಕಾರ್ಯನಿರ್ವಾಹಕ ಅಧಿಕಾರಿ ರಾಹುಲ್ ಶರಣಪ್ಪ ಸಂಕನೂರ, ಜಿಲ್ಲಾ ಪೊಲೀಸ್ ಅಧೀಕ್ಷಕರಾದ ಡಾ.ಶೋಭಾರಾಣಿ ವಿ.ಜೆ., ಕರ್ನಾಟಕ ಲೋಕಾಯುಕ್ತ ಅಪರ ನಿಬಂಧಕರಾದ ಕೆ.ಎಂ.ರಾಜಶೇಖರ್, ಸಹಾಯಕ ನಿಬಂಧಕರಾದ ರುದ್ರಪ್ಪ ಜೆ.ಎನ್., ಉಪ ನಿಬಂಧಕರಾದ ಅರವಿಂದ.ಎನ್.ವಿ., ಹಿರಿಯ ಸಿವಿಲ್ ನ್ಯಾಯಾಧೀಶರು ಹಾಗೂ ಜಿಲ್ಲಾ ಕಾನೂನು ಸೇವೆಗಳ ಪ್ರಾಧಿಕಾರ ಸದಸ್ಯ ಕಾರ್ಯದರ್ಶಿಯೂ ಆದ ರಾಜೇಶ್ ಎನ್.ಹೊಸಮನೆ ಅವರು ಮುಖ್ಯ ಅತಿಥಿಗಳಾಗಿ ಉಪಸ್ಥಿತರಿರುವರು ಎಂದು ಕರ್ನಾಟಕ ಲೋಕಾಯುಕ್ತ ಬಳ್ಳಾರಿ ವಿಭಾಗದ ಪೊಲೀಸ್ ಅಧೀಕ್ಷಕರಾದ ಸಿದ್ಧರಾಜು.ಸಿ ಅವರು ತಿಳಿಸಿದ್ದಾರೆ. (34, 397, 238, 583)
caption: ಸುವರ್ಣವಾಹಿನಿ ಚಿತ್ರಸುದ್ದಿ: ಕಂಪ್ಲಿ ತಾಲೂಕಿನ ಗ್ರಾಮದಲ್ಲಿ ಕಾರ್ಯಕಾರಿಣಿ ಸಭೆ ನಡೆಯಿತು. ಪುಷ್ಪ ನಮನ ಸಲ್ಲಿಸಿ, ಈ ಸಂದರ್ಭದಲ್ಲಿ ಕನಕಗಿರಿ ಮಂಡಲ ಅಧ್ಯಕ್ಷರು, ತಾಲೂಕು ಕಾರ್ಯದರ್ಶಿ, ಪ್ರಧಾನ ಕಾರ್ಯದರ್ಶಿ, ಗ್ರಾಮ ಪಂಚಾಯತ್ ಸದಸ್ಯರು, ಮುಖಂಡರಾದ ಶರಣಪ್ಪ ಪೂಜಾರ್, ಹನುಮಂತ, ವೀರೇಶ ಹಾಗೂ ಕಾರ್ಯಕರ್ತರು ಉಪಸ್ಥಿತರಿದ್ದರು. (258, 1020, 514, 1063)
article-text: ಸುವರ್ಣವಾಹಿನಿ ಸುದ್ದಿ ಬಳ್ಳಾರಿ,ಜ.13: ನಗರದ ಹೆಚ್.ಆರ್. ಗವಿಯಪ್ಪ ವೃತ್ತದ ಬಳಿಯ ನೀಲಕಂಠೇಶ್ವರ ದೇವಸ್ಥಾನದ ಹತ್ತಿರ ಸುಮಾರು 35-38 ವರ್ಷದ ಅನಾಮಧೇಯ ಮಹಿಳೆಯೊಬ್ಬಳ ಶವ ಪತ್ತೆಯಾಗಿದೆ. ಮೃತಳ ವಾರಸುದಾರರು ಪತ್ತೆಯಾದಲ್ಲಿ ಬ್ರೂಸ್‌ಪೇಟೆ ಪೊಲೀಸ್ ಠಾಣೆ ದೂ.08392-272022, ಪಿಎಸ್‌ಐ ಮೊ.9480803081 ಅಥವಾ ಬ್ರೂಸ್‌ಪೇಟೆ ಪೊಲೀಸ್ ಕಂಟ್ರೋಲ್ ರೂಂ ದೂ.08392-258102 ಗೆ ಸಂಪರ್ಕಿಸಬಹುದು ಎಂದು ಬ್ರೂಸ್‌ಪೇಟೆ ಪೊಲೀಸ್ ಠಾಣೆಯ ಪ್ರಕಟಣೆಯಲ್ಲಿ ತಿಳಿಸಿದೆ. (604, 410, 916, 475)
article-farmers-msp (252, 64, 688, 360)
article-vivekananda (252, 364, 598, 650)
article-dallewal (252, 1184, 916, 1530)
photo-swamiji (258, 660, 514, 764)
